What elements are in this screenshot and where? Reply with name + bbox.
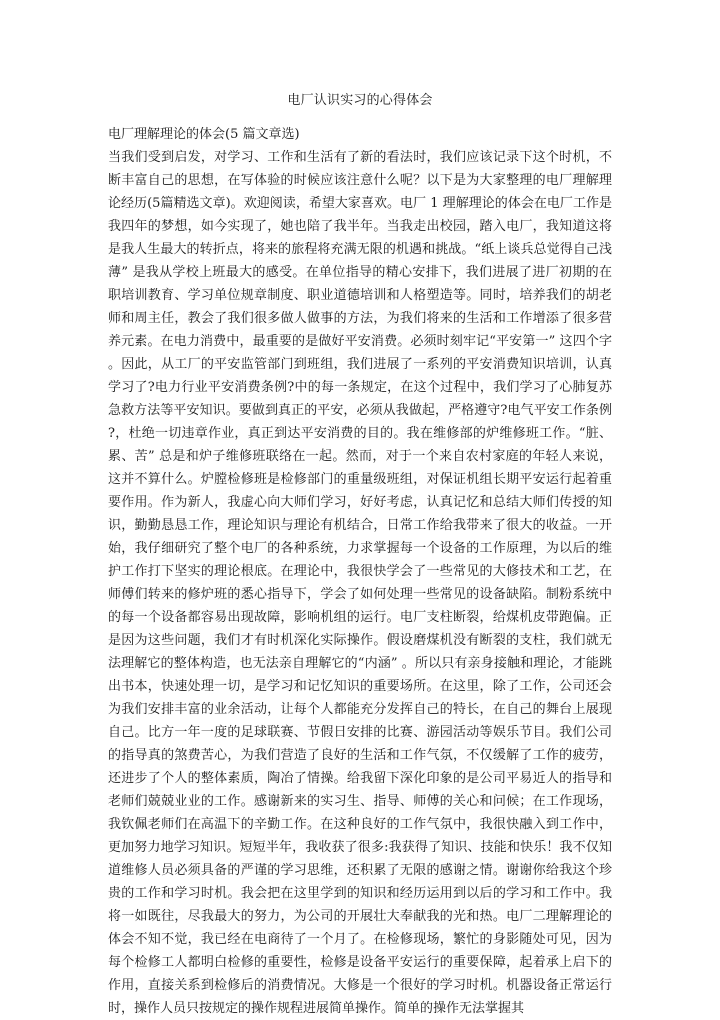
document-subtitle: 电厂理解理论的体会(5 篇文章选) (108, 127, 300, 142)
document-title: 电厂认识实习的心得体会 (287, 93, 433, 108)
document-body (108, 123, 612, 1020)
body-paragraph: 当我们受到启发，对学习、工作和生活有了新的看法时，我们应该记录下这个时机，不断丰富自己的思想，在写体验的时候应该注意什么呢？以下是为大家整理的电厂理解理论经历(5篇精选文章)。欢迎阅读，希望大家喜欢。电厂 1 理解理论的体会在电厂工作是我四年的梦想，如今实现了，她也陪了我半年。当我走出校园，踏入电厂，我知道这将是我人生最大的转折点，将来的旅程将充满无限的机遇和挑战。“纸上谈兵总觉得自己浅薄” 是我从学校上班最大的感受。在单位指导的精心安排下，我们进展了进厂初期的在职培训教育、学习单位规章制度、职业道德培训和人格塑造等。同时，培养我们的胡老师和周主任，教会了我们很多做人做事的方法，为我们将来的生活和工作增添了很多营养元素。在电力消费中，最重要的是做好平安消费。必须时刻牢记“平安第一” 这四个字。因此，从工厂的平安监管部门到班组，我们进展了一系列的平安消费知识培训，认真学习了?电力行业平安消费条例?中的每一条规定，在这个过程中，我们学习了心肺复苏急救方法等平安知识。要做到真正的平安，必须从我做起，严格遵守?电气平安工作条例?，杜绝一切违章作业，真正到达平安消费的目的。我在维修部的炉维修班工作。“脏、累、苦” 总是和炉子维修班联络在一起。然而，对于一个来自农村家庭的年轻人来说，这并不算什么。炉膛检修班是检修部门的重量级班组，对保证机组长期平安运行起着重要作用。作为新人，我虚心向大师们学习，好好考虑，认真记忆和总结大师们传授的知识，勤勤恳恳工作，理论知识与理论有机结合，日常工作给我带来了很大的收益。一开始，我仔细研究了整个电厂的各种系统，力求掌握每一个设备的工作原理，为以后的维护工作打下坚实的理论根底。在理论中，我很快学会了一些常见的大修技术和工艺，在师傅们转来的修炉班的悉心指导下，学会了如何处理一些常见的设备缺陷。制粉系统中的每一个设备都容易出现故障，影响机组的运行。电厂支柱断裂，给煤机皮带跑偏。正是因为这些问题，我们才有时机深化实际操作。假设磨煤机没有断裂的支柱，我们就无法理解它的整体构造，也无法亲自理解它的“内涵” 。所以只有亲身接触和理论，才能跳出书本，快速处理一切，是学习和记忆知识的重要场所。在这里，除了工作，公司还会为我们安排丰富的业余活动，让每个人都能充分发挥自己的特长，在自己的舞台上展现自己。比方一年一度的足球联赛、节假日安排的比赛、游园活动等娱乐节目。我们公司的指导真的煞费苦心，为我们营造了良好的生活和工作气氛，不仅缓解了工作的疲劳，还进步了个人的整体素质，陶冶了情操。给我留下深化印象的是公司平易近人的指导和老师们兢兢业业的工作。感谢新来的实习生、指导、师傅的关心和问候；在工作现场，我钦佩老师们在高温下的辛勤工作。在这种良好的工作气氛中，我很快融入到工作中，更加努力地学习知识。短短半年，我收获了很多:我获得了知识、技能和快乐！我不仅知道维修人员必须具备的严谨的学习思维，还积累了无限的感谢之情。谢谢你给我这个珍贵的工作和学习时机。我会把在这里学到的知识和经历运用到以后的学习和工作中。我将一如既往，尽我最大的努力，为公司的开展壮大奉献我的光和热。电厂二理解理论的体会不知不觉，我已经在电商待了一个月了。在检修现场，繁忙的身影随处可见，因为每个检修工人都明白检修的重要性，检修是设备平安运行的重要保障，起着承上启下的作用，直接关系到检修后的消费情况。大修是一个很好的学习时机。机器设备正常运行时，操作人员只按规定的操作规程进展简单操作。简单的操作无法掌握其 (108, 150, 612, 1016)
